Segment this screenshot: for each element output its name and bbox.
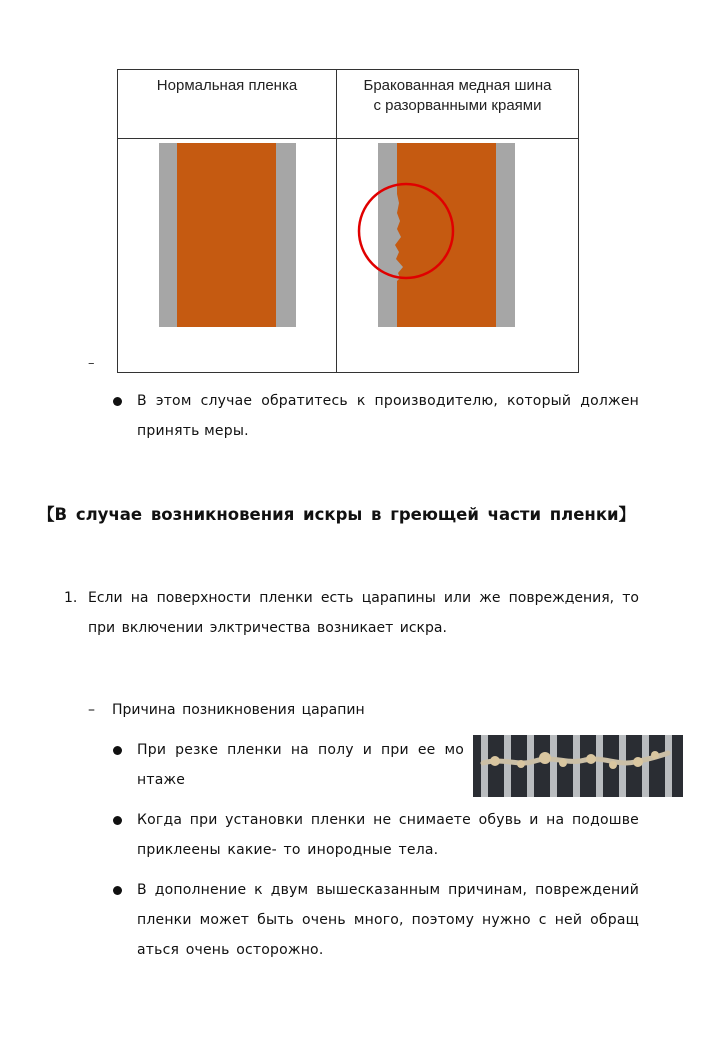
defective-film-cell: [337, 139, 579, 373]
item1-line1: Если на поверхности пленки есть царапины или же повреждения, то: [88, 590, 639, 606]
normal-copper-bus: [177, 143, 276, 327]
bullet-dot: [113, 816, 122, 825]
bullet-dot: [113, 886, 122, 895]
header-defective-line2: с разорванными краями: [373, 97, 542, 114]
torn-copper-bus: [395, 143, 496, 327]
header-defective-film: [337, 70, 579, 139]
item-number: 1.: [64, 590, 78, 606]
cause1-line2: нтаже: [137, 772, 186, 788]
header-defective-line1: Бракованная медная шина: [363, 77, 552, 94]
cause3-line2: пленки может быть очень много, поэтому нужно с ней обращ: [137, 912, 639, 928]
bullet-dot: [113, 746, 122, 755]
normal-film-cell: [118, 139, 337, 373]
defective-film-illustration: [337, 139, 579, 372]
subheading-text: Причина позникновения царапин: [112, 702, 365, 718]
normal-film-illustration: [159, 143, 296, 327]
cause3-line1: В дополнение к двум вышесказанным причинам, повреждений: [137, 882, 639, 898]
scratched-film-photo: [473, 735, 683, 797]
film-comparison-table: [117, 69, 579, 373]
cause3-line3: аться очень осторожно.: [137, 942, 324, 958]
note-line2: принять меры.: [137, 423, 249, 439]
dash-marker: –: [88, 356, 95, 371]
bullet-dot: [113, 397, 122, 406]
cause2-line1: Когда при установки пленки не снимаете обувь и на подошве: [137, 812, 639, 828]
note-line1: В этом случае обратитесь к производителю, который должен: [137, 393, 639, 409]
header-normal-film: [118, 70, 337, 139]
cause1-line1: При резке пленки на полу и при ее мо: [137, 742, 464, 758]
section-heading: 【В случае возникновения искры в греющей части пленки】: [38, 505, 636, 524]
item1-line2: при включении элктричества возникает искра.: [88, 620, 447, 636]
cause2-line2: приклеены какие- то инородные тела.: [137, 842, 439, 858]
subheading-marker: –: [88, 702, 95, 718]
header-normal-film-label: Нормальная пленка: [156, 77, 298, 94]
